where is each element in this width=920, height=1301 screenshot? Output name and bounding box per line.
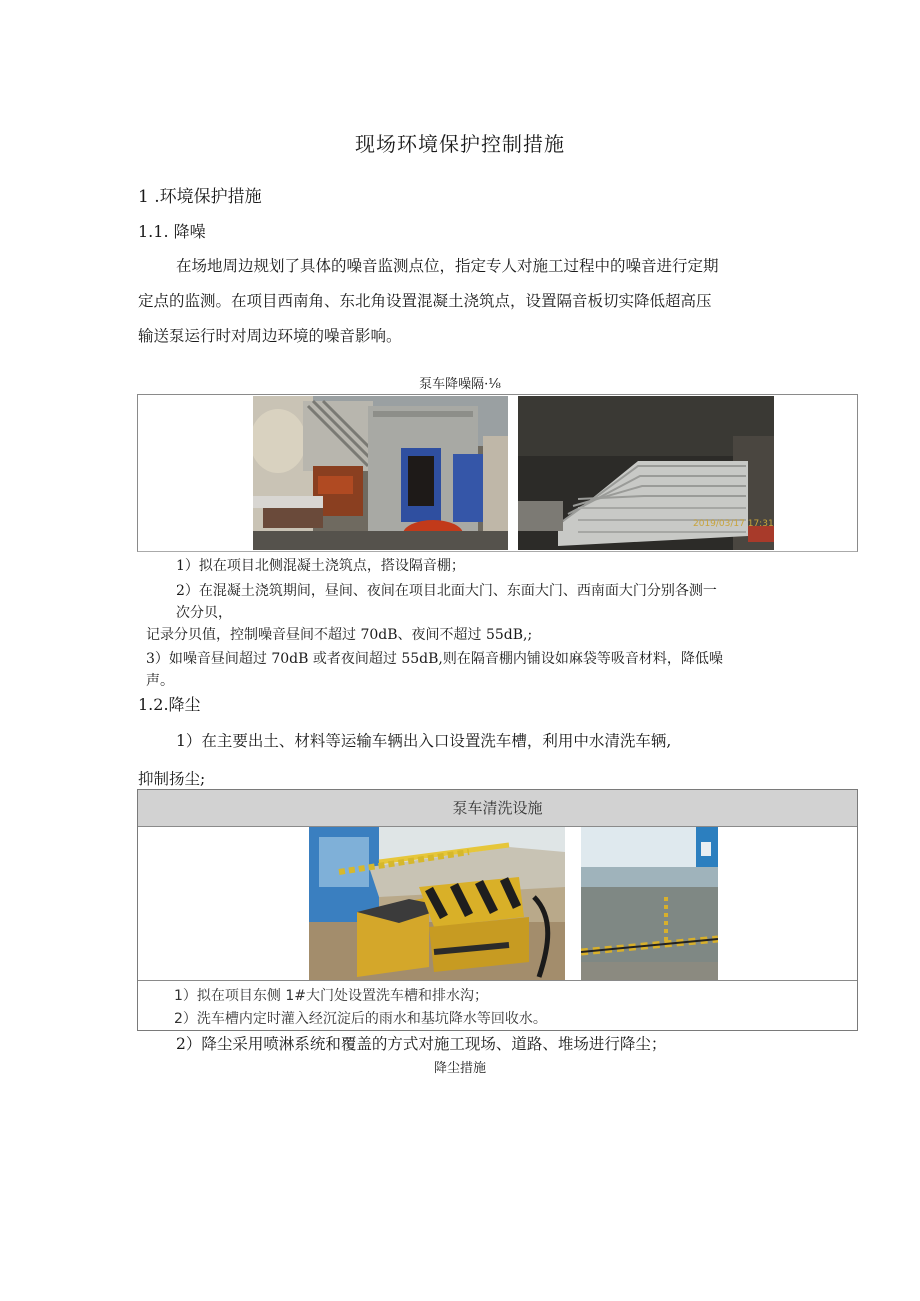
noise-note-2: 2）在混凝土浇筑期间，昼间、夜间在项目北面大门、东面大门、西南面大门分别各测一	[176, 583, 717, 599]
pump-truck-soundproof-photo	[253, 396, 508, 550]
noise-note-2-cont: 次分贝，	[176, 605, 232, 621]
figure-notes	[138, 980, 857, 1031]
noise-note-3: 3）如噪音昼间超过 70dB 或者夜间超过 55dB,则在隔音棚内铺设如麻袋等吸音材料，降低噪	[146, 651, 723, 667]
drainage-ditch-photo	[581, 827, 718, 980]
noise-note-1: 1）拟在项目北侧混凝土浇筑点，搭设隔音棚；	[176, 558, 465, 574]
dust-paragraph-line: 抑制扬尘;	[138, 770, 206, 788]
section-heading-1-1: 1.1. 降噪	[138, 222, 206, 241]
wash-note-2: 2）洗车槽内定时灌入经沉淀后的雨水和基坑降水等回收水。	[174, 1011, 547, 1027]
figure-header: 泵车清洗设施	[138, 790, 857, 827]
wash-trough-photo	[309, 827, 565, 980]
wash-facility-figure	[137, 789, 858, 1031]
paragraph-line: 输送泵运行时对周边环境的噪音影响。	[138, 327, 402, 345]
figure-caption-dust: 降尘措施	[433, 1061, 486, 1076]
dust-paragraph-line: 1）在主要出土、材料等运输车辆出入口设置洗车槽，利用中水清洗车辆,	[176, 732, 672, 750]
paragraph-line: 定点的监测。在项目西南角、东北角设置混凝土浇筑点，设置隔音板切实降低超高压	[138, 292, 712, 310]
noise-note-3-cont: 声。	[146, 673, 174, 689]
noise-note-2-record: 记录分贝值，控制噪音昼间不超过 70dB、夜间不超过 55dB,;	[146, 627, 533, 643]
soundproof-panels-photo	[518, 396, 774, 550]
paragraph-line: 在场地周边规划了具体的噪音监测点位，指定专人对施工过程中的噪音进行定期	[176, 257, 719, 275]
section-heading-1-2: 1.2.降尘	[138, 695, 201, 714]
figure-caption: 泵车降噪隔·⅛	[419, 377, 501, 392]
photo-timestamp: 2019/03/17 17:31	[693, 519, 774, 529]
dust-paragraph-2: 2）降尘采用喷淋系统和覆盖的方式对施工现场、道路、堆场进行降尘；	[176, 1035, 667, 1053]
wash-note-1: 1）拟在项目东侧 1#大门处设置洗车槽和排水沟；	[174, 988, 488, 1004]
figure-frame	[137, 394, 858, 552]
page-title: 现场环境保护控制措施	[355, 132, 565, 156]
section-heading-1: 1 .环境保护措施	[138, 187, 262, 207]
